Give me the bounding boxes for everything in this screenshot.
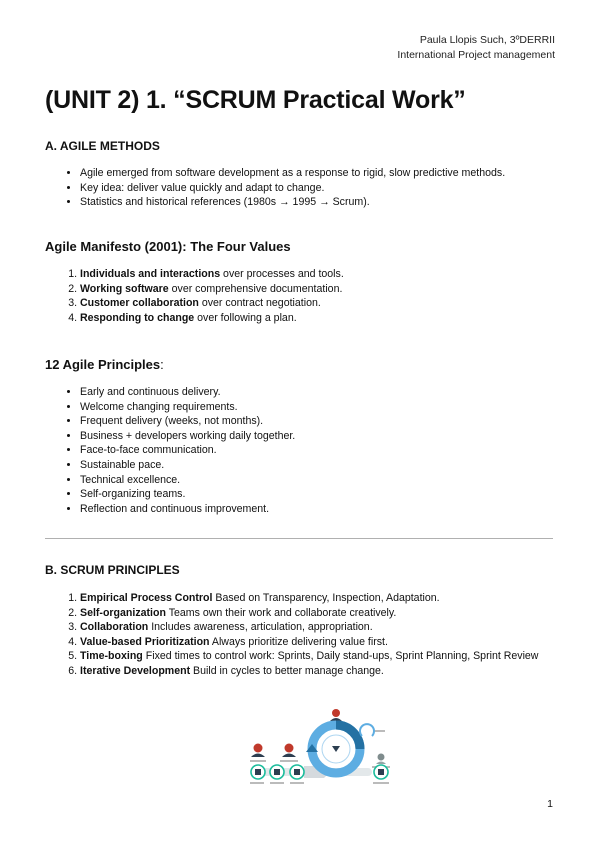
list-item: • Welcome changing requirements.: [80, 400, 295, 415]
list-item: [80, 282, 344, 297]
item-text: over contract negotiation.: [198, 297, 321, 310]
increment-icon: [374, 765, 388, 779]
manifesto-list: [45, 267, 344, 325]
author-line: Paula Llopis Such, 3ºDERRII: [419, 34, 555, 46]
list-item: • Key idea: deliver value quickly and adapt to change.: [80, 181, 505, 196]
list-item: [80, 296, 344, 311]
page-header: [397, 33, 555, 63]
list-item: • Frequent delivery (weeks, not months).: [80, 414, 295, 429]
item-bold: Responding to change: [80, 311, 195, 324]
agile-methods-heading: A. AGILE METHODS: [45, 139, 160, 153]
item-bold: Iterative Development: [80, 664, 191, 677]
principles-list: [45, 385, 295, 516]
page-title: (UNIT 2) 1. “SCRUM Practical Work”: [45, 86, 466, 114]
item-text: Always prioritize delivering value first.: [209, 635, 388, 648]
planning-icon: [270, 765, 284, 779]
item-text: Based on Transparency, Inspection, Adaptation.: [212, 592, 440, 604]
item-text: over processes and tools.: [220, 268, 344, 280]
principles-heading: [45, 357, 164, 372]
item-bold: Empirical Process Control: [80, 592, 213, 604]
item-bold: Customer collaboration: [80, 297, 199, 310]
list-item: [80, 311, 344, 326]
principles-heading-text: 12 Agile Principles: [45, 357, 161, 372]
item-bold: Time-boxing: [80, 650, 143, 663]
person-icon: [282, 744, 296, 758]
scrum-principles-list: [45, 591, 560, 679]
item-bold: Value-based Prioritization: [80, 635, 210, 648]
item-bold: Working software: [80, 282, 169, 295]
item-text: over comprehensive documentation.: [168, 282, 343, 295]
item-text: Fixed times to control work: Sprints, Daily stand-ups, Sprint Planning, Sprint Review: [142, 650, 539, 663]
list-item: [80, 267, 344, 282]
item-text: Teams own their work and collaborate creatively.: [165, 606, 397, 619]
manifesto-heading: Agile Manifesto (2001): The Four Values: [45, 239, 291, 254]
list-item: [80, 620, 560, 635]
list-item: • Self-organizing teams.: [80, 487, 295, 502]
list-item: • Business + developers working daily together.: [80, 429, 295, 444]
list-item: [80, 649, 560, 664]
list-item: • Agile emerged from software development as a response to rigid, slow predictive methods.: [80, 166, 505, 181]
list-item: • Statistics and historical references (1980s → 1995 → Scrum).: [80, 195, 505, 210]
item-text: Build in cycles to better manage change.: [190, 664, 384, 677]
sprint-backlog-icon: [290, 765, 304, 779]
sprint-cycle-icon: [306, 725, 360, 773]
list-item: • Early and continuous delivery.: [80, 385, 295, 400]
list-item: [80, 635, 560, 650]
person-icon: [251, 744, 265, 758]
list-item: [80, 664, 560, 679]
item-bold: Collaboration: [80, 621, 149, 634]
section-divider: [45, 538, 553, 539]
item-bold: Individuals and interactions: [80, 268, 221, 280]
person-icon: [330, 709, 342, 721]
course-line: International Project management: [397, 49, 555, 61]
list-item: [80, 606, 560, 621]
item-text: Includes awareness, articulation, appropriation.: [148, 621, 373, 634]
list-item: • Face-to-face communication.: [80, 443, 295, 458]
page-number: 1: [547, 798, 553, 810]
list-item: [80, 591, 560, 606]
backlog-icon: [251, 765, 265, 779]
list-item: • Technical excellence.: [80, 473, 295, 488]
list-item: • Reflection and continuous improvement.: [80, 502, 295, 517]
scrum-cycle-diagram: [238, 704, 408, 796]
item-text: over following a plan.: [194, 311, 297, 324]
agile-methods-list: [45, 166, 505, 210]
person-icon: [376, 754, 386, 765]
principles-heading-colon: :: [160, 357, 164, 372]
item-bold: Self-organization: [80, 606, 166, 619]
list-item: • Sustainable pace.: [80, 458, 295, 473]
scrum-principles-heading: B. SCRUM PRINCIPLES: [45, 563, 180, 577]
